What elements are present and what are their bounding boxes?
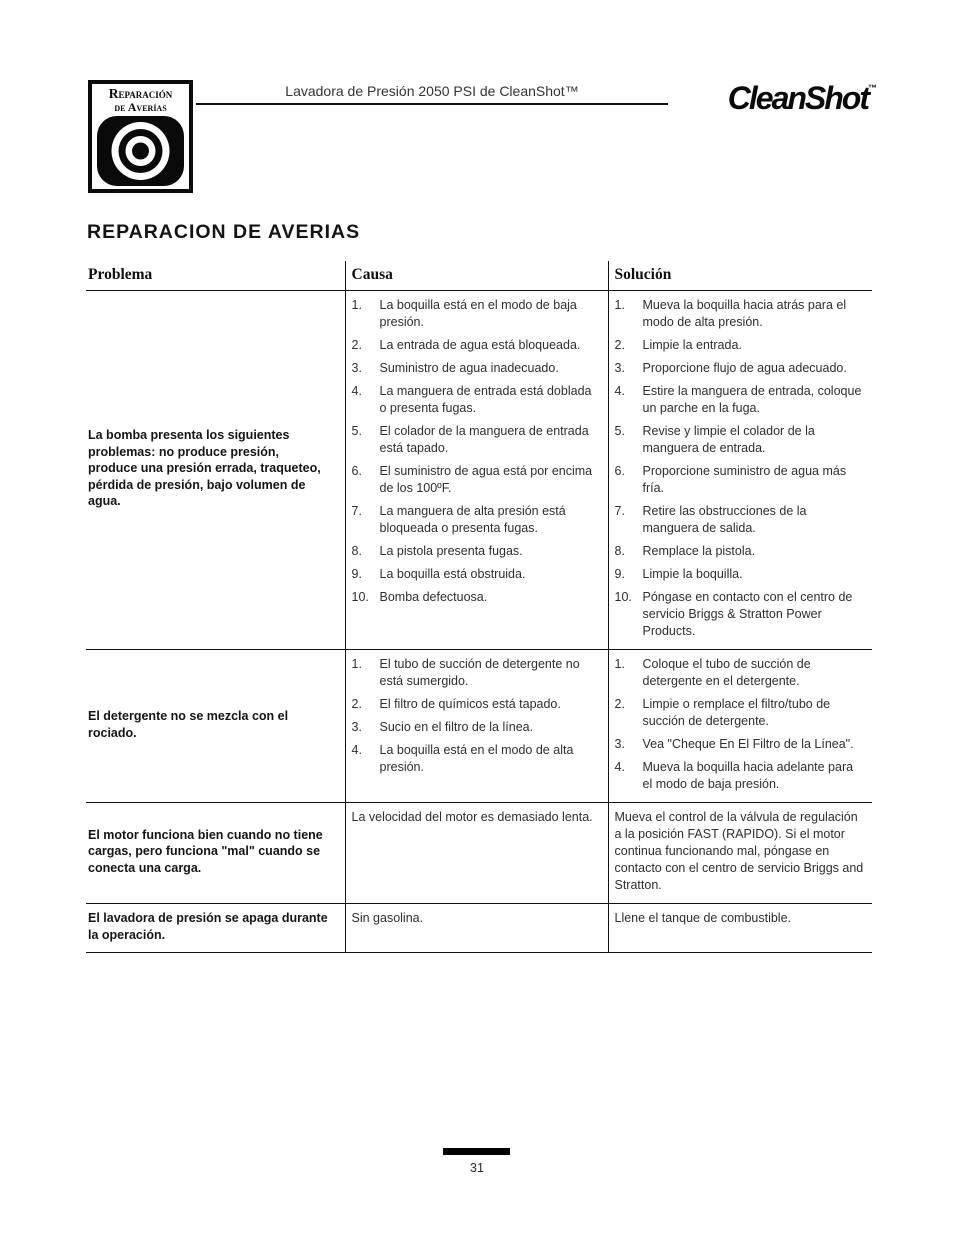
- item-text: La boquilla está obstruida.: [379, 567, 526, 581]
- item-number: 5.: [351, 424, 362, 438]
- list-item: [352, 696, 602, 713]
- item-text: La manguera de entrada está doblada o presenta fugas.: [379, 384, 592, 415]
- list-item: [615, 736, 867, 753]
- item-text: Limpie o remplace el filtro/tubo de succión de detergente.: [642, 697, 831, 728]
- repair-logo: [88, 80, 193, 193]
- item-text: Revise y limpie el colador de la manguera de entrada.: [642, 424, 815, 455]
- causa-cell: [345, 650, 608, 803]
- table-row: [86, 904, 872, 953]
- item-text: Sucio en el filtro de la línea.: [379, 720, 534, 734]
- problema-cell: El motor funciona bien cuando no tiene cargas, pero funciona "mal" cuando se conecta una carga.: [86, 803, 345, 904]
- item-text: Limpie la boquilla.: [642, 567, 743, 581]
- repair-logo-graphic: [88, 80, 193, 193]
- cell-text: Mueva el control de la válvula de regulación a la posición FAST (RAPIDO). Si el motor continua funcionando mal, póngase en contacto con el centro de servicio Briggs and Stratton.: [614, 810, 864, 892]
- list-item: [615, 423, 867, 457]
- list-item: [615, 566, 867, 583]
- logo-text-line2: de Averías: [114, 100, 167, 114]
- item-number: 6.: [351, 464, 362, 478]
- list-item: [352, 360, 602, 377]
- cell-text: Sin gasolina.: [351, 911, 424, 925]
- item-text: La pistola presenta fugas.: [379, 544, 523, 558]
- column-header: Solución: [608, 261, 872, 291]
- list-item: [615, 759, 867, 793]
- target-icon: [97, 116, 184, 186]
- item-number: 3.: [614, 361, 625, 375]
- causa-cell: [345, 904, 608, 953]
- item-text: Póngase en contacto con el centro de servicio Briggs & Stratton Power Products.: [642, 590, 853, 638]
- item-text: Bomba defectuosa.: [379, 590, 488, 604]
- list-item: [615, 656, 867, 690]
- item-number: 4.: [351, 743, 362, 757]
- item-number: 10.: [351, 590, 369, 604]
- document-header-title: Lavadora de Presión 2050 PSI de CleanShot™: [285, 83, 579, 99]
- trademark-symbol: ™: [868, 83, 877, 93]
- item-number: 2.: [351, 338, 362, 352]
- list-item: [615, 543, 867, 560]
- solucion-cell: [608, 904, 872, 953]
- item-text: El tubo de succión de detergente no está sumergido.: [379, 657, 580, 688]
- table-row: [86, 650, 872, 803]
- list-item: [615, 383, 867, 417]
- page-title: REPARACION DE AVERIAS: [87, 221, 361, 243]
- list-item: [352, 742, 602, 776]
- brand-logo: [728, 80, 877, 117]
- solucion-cell: [608, 803, 872, 904]
- item-number: 8.: [614, 544, 625, 558]
- brand-name: CleanShot: [727, 80, 868, 116]
- table-container: [86, 261, 872, 953]
- item-number: 10.: [614, 590, 632, 604]
- item-text: La entrada de agua está bloqueada.: [379, 338, 581, 352]
- list-item: [615, 503, 867, 537]
- item-text: Proporcione suministro de agua más fría.: [642, 464, 847, 495]
- cell-text: La velocidad del motor es demasiado lenta.: [351, 810, 593, 824]
- list-item: [352, 383, 602, 417]
- item-number: 7.: [351, 504, 362, 518]
- item-text: El suministro de agua está por encima de los 100ºF.: [379, 464, 593, 495]
- item-number: 2.: [614, 697, 625, 711]
- item-number: 1.: [351, 657, 362, 671]
- table-row: [86, 291, 872, 650]
- column-header: Causa: [345, 261, 608, 291]
- page-number: 31: [470, 1161, 484, 1175]
- item-number: 4.: [614, 760, 625, 774]
- solucion-cell: [608, 291, 872, 650]
- list-item: [352, 566, 602, 583]
- item-number: 3.: [614, 737, 625, 751]
- solucion-cell: [608, 650, 872, 803]
- list-item: [615, 589, 867, 640]
- cell-text: Llene el tanque de combustible.: [614, 911, 792, 925]
- header-rule: [196, 103, 668, 105]
- causa-cell: [345, 291, 608, 650]
- list-item: [352, 656, 602, 690]
- item-number: 4.: [614, 384, 625, 398]
- list-item: [352, 589, 602, 606]
- problema-cell: El lavadora de presión se apaga durante la operación.: [86, 904, 345, 953]
- list-item: [352, 463, 602, 497]
- list-item: [352, 297, 602, 331]
- list-item: [615, 360, 867, 377]
- troubleshooting-table: [86, 261, 872, 953]
- item-number: 6.: [614, 464, 625, 478]
- item-text: Mueva la boquilla hacia adelante para el modo de baja presión.: [642, 760, 854, 791]
- item-text: Remplace la pistola.: [642, 544, 756, 558]
- column-header: Problema: [86, 261, 345, 291]
- item-text: Vea "Cheque En El Filtro de la Línea".: [642, 737, 854, 751]
- list-item: [352, 503, 602, 537]
- item-number: 4.: [351, 384, 362, 398]
- list-item: [615, 297, 867, 331]
- causa-cell: [345, 803, 608, 904]
- list-item: [352, 719, 602, 736]
- item-number: 9.: [351, 567, 362, 581]
- list-item: [352, 337, 602, 354]
- item-text: La boquilla está en el modo de baja presión.: [379, 298, 577, 329]
- item-number: 1.: [614, 298, 625, 312]
- item-text: Suministro de agua inadecuado.: [379, 361, 559, 375]
- item-number: 3.: [351, 720, 362, 734]
- item-number: 3.: [351, 361, 362, 375]
- problema-cell: La bomba presenta los siguientes problemas: no produce presión, produce una presión errada, traqueteo, pérdida de presión, bajo volumen de agua.: [86, 291, 345, 650]
- item-number: 1.: [614, 657, 625, 671]
- item-number: 2.: [351, 697, 362, 711]
- list-item: [615, 337, 867, 354]
- item-text: Retire las obstrucciones de la manguera de salida.: [642, 504, 807, 535]
- item-number: 8.: [351, 544, 362, 558]
- item-text: Limpie la entrada.: [642, 338, 742, 352]
- item-number: 1.: [351, 298, 362, 312]
- problema-cell: El detergente no se mezcla con el rociado.: [86, 650, 345, 803]
- item-text: Estire la manguera de entrada, coloque un parche en la fuga.: [642, 384, 862, 415]
- list-item: [352, 543, 602, 560]
- item-text: Proporcione flujo de agua adecuado.: [642, 361, 847, 375]
- footer-bar: [443, 1148, 510, 1155]
- item-number: 5.: [614, 424, 625, 438]
- item-text: El colador de la manguera de entrada está tapado.: [379, 424, 589, 455]
- item-number: 2.: [614, 338, 625, 352]
- list-item: [615, 696, 867, 730]
- item-text: Coloque el tubo de succión de detergente en el detergente.: [642, 657, 811, 688]
- item-text: La boquilla está en el modo de alta presión.: [379, 743, 574, 774]
- item-text: La manguera de alta presión está bloqueada o presenta fugas.: [379, 504, 566, 535]
- item-number: 9.: [614, 567, 625, 581]
- logo-text-line1: Reparación: [108, 86, 173, 101]
- item-text: Mueva la boquilla hacia atrás para el modo de alta presión.: [642, 298, 847, 329]
- item-text: El filtro de químicos está tapado.: [379, 697, 561, 711]
- item-number: 7.: [614, 504, 625, 518]
- list-item: [615, 463, 867, 497]
- table-row: [86, 803, 872, 904]
- table-body: [86, 291, 872, 953]
- table-head-row: [86, 261, 872, 291]
- list-item: [352, 423, 602, 457]
